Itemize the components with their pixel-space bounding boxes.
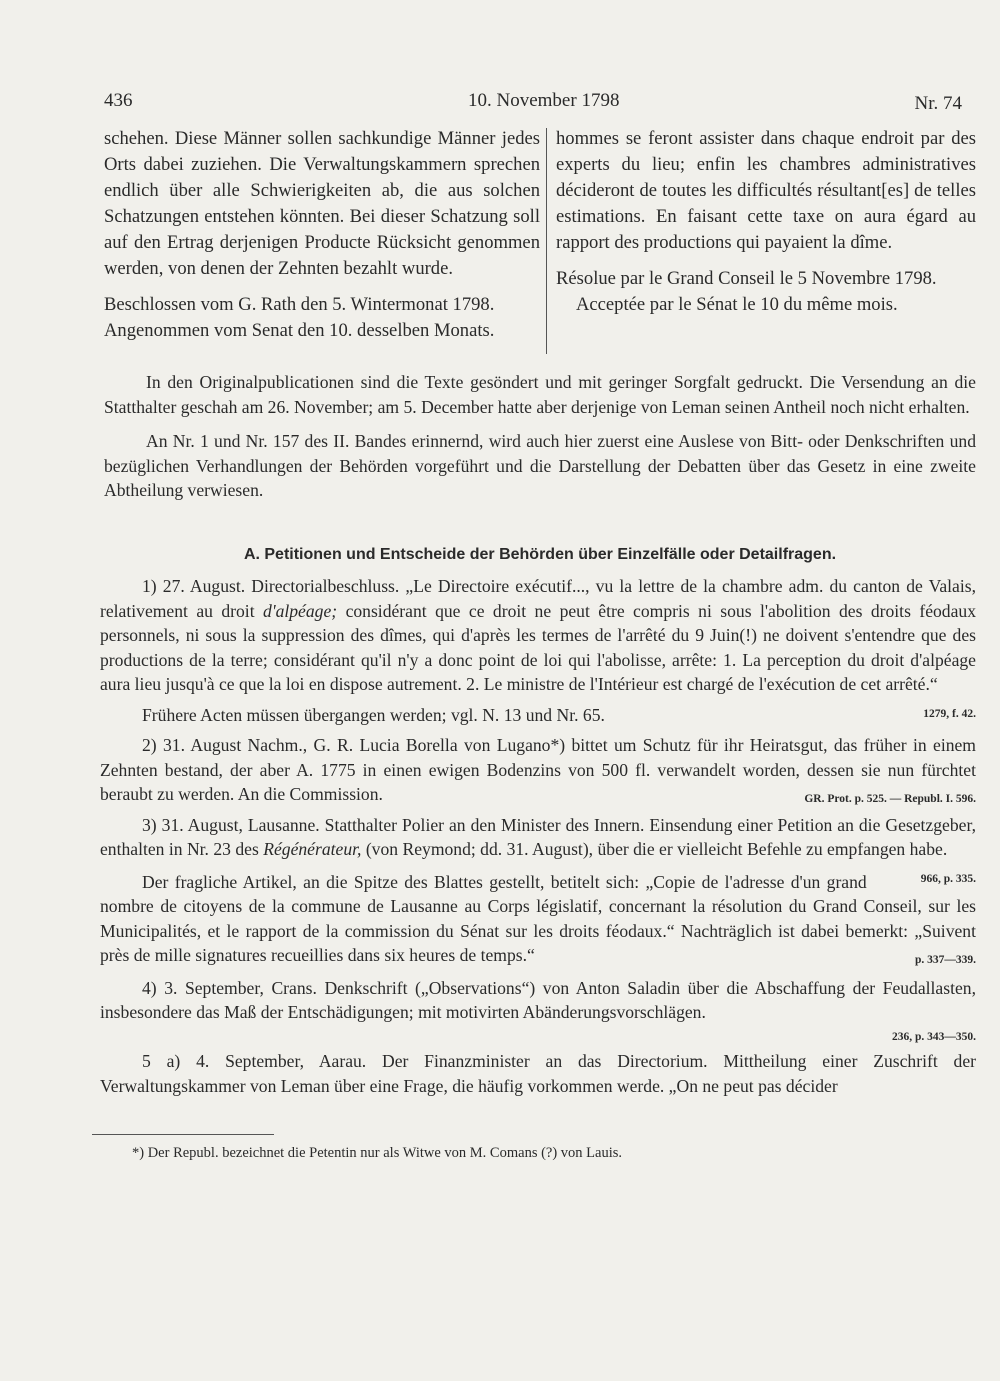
footnote: *) Der Republ. bezeichnet die Petentin nur als Witwe von M. Comans (?) von Lauis. — [132, 1145, 623, 1161]
section-heading: A. Petitionen und Entscheide der Behörden über Einzelfälle oder Detailfragen. — [243, 546, 837, 563]
entry-1-reference: 1279, f. 42. — [923, 707, 976, 720]
entry-1-note: Frühere Acten müssen übergangen werden; vgl. N. 13 und Nr. 65. — [142, 704, 605, 725]
german-enacted-line: Beschlossen vom G. Rath den 5. Wintermonat 1798. — [104, 294, 495, 315]
entry-2: 2) 31. August Nachm., G. R. Lucia Borella von Lugano*) bittet um Schutz für ihr Heiratsgut, das früher in einem Zehnten bestand, der aber A. 1775 in einen ewigen Bodenzins von 500 fl. verwandelt worden, dessen sie nun fürchtet beraubt zu werden. An die Commission. GR. Prot. p. 525. — Republ. I. 596. — [100, 733, 976, 807]
intro-paragraph-1: In den Originalpublicationen sind die Texte gesöndert und mit geringer Sorgfalt gedruckt. Die Versendung an die Statthalter geschah am 26. November; am 5. December hatte aber derjenige von Leman seinen Antheil noch nicht erhalten. — [104, 372, 976, 417]
german-paragraph: schehen. Diese Männer sollen sachkundige Männer jedes Orts dabei zuziehen. Die Verwaltungskammern sprechen endlich über alle Schwierigkeiten ab, die aus solchen Schatzungen entstehen könnten. Bei dieser Schatzung soll auf den Ertrag derjenigen Producte Rücksicht genommen werden, von denen der Zehnten bezahlt wurde. — [104, 128, 540, 279]
french-column — [556, 126, 976, 318]
entry-3: 3) 31. August, Lausanne. Statthalter Polier an den Minister des Innern. Einsendung einer Petition an die Gesetzgeber, enthalten in Nr. 23 des Régénérateur, (von Reymond; dd. 31. August), über die er vielleicht Befehle zu empfangen habe. 966, p. 335. — [100, 813, 976, 862]
french-enacted-line: Résolue par le Grand Conseil le 5 Novembre 1798. — [556, 268, 937, 289]
entry-1: 1) 27. August. Directorialbeschluss. „Le Directoire exécutif..., vu la lettre de la chambre adm. du canton de Valais, relativement au droit d'alpéage; considérant que ce droit ne peut être compris ni sous l'abolition des droits féodaux personnels, ni sous la suppression des dîmes, qui d'après les termes de l'arrêté du 9 Juin(!) ne doivent s'entendre que des productions de la terre; considérant qu'il n'y a donc point de loi qui l'abolisse, arrête: 1. La perception du droit d'alpéage aura lieu jusqu'à ce que la loi en dispose autrement. 2. Le ministre de l'Intérieur est chargé de l'exécution de cet arrêté.“ 1279, f. 42. — [100, 574, 976, 697]
header-number: Nr. 74 — [914, 93, 962, 114]
entry-2-reference: GR. Prot. p. 525. — Republ. I. 596. — [804, 793, 976, 805]
entries-block — [100, 574, 976, 1098]
entry-3-note: Der fragliche Artikel, an die Spitze des Blattes gestellt, betitelt sich: „Copie de l'adresse d'un grand nombre de citoyens de la commune de Lausanne au Corps législatif, concernant la résolution du Grand Conseil, sur les Municipalités, et le rapport de la commission du Sénat sur les droits féodaux.“ Nachträglich ist dabei bemerkt: „Suivent près de mille signatures recueillies dans six heures de temps.“ p. 337—339. — [100, 870, 976, 968]
intro-paragraph-2: An Nr. 1 und Nr. 157 des II. Bandes erinnernd, wird auch hier zuerst eine Auslese von Bitt- oder Denkschriften und bezüglichen Verhandlungen der Behörden vorgeführt und die Darstellung der Debatten über das Gesetz in eine zweite Abtheilung verwiesen. — [104, 431, 976, 500]
page-number: 436 — [104, 90, 133, 111]
entry-4-reference: 236, p. 343—350. — [891, 1030, 976, 1043]
french-accepted-line: Acceptée par le Sénat le 10 du même mois. — [576, 294, 898, 315]
parallel-columns — [104, 126, 976, 358]
column-divider — [546, 128, 547, 354]
german-accepted-line: Angenommen vom Senat den 10. desselben Monats. — [104, 320, 495, 341]
entry-4: 4) 3. September, Crans. Denkschrift („Observations“) von Anton Saladin über die Abschaffung der Feudallasten, insbesondere das Maß der Entschädigungen; mit motivirten Abänderungsvorschlägen. — [100, 977, 976, 1022]
german-column — [104, 126, 540, 344]
running-header — [104, 90, 962, 118]
entry-3-reference: 966, p. 335. — [920, 872, 976, 885]
intro-block — [104, 370, 976, 503]
footnote-rule — [92, 1134, 274, 1135]
header-date: 10. November 1798 — [468, 90, 620, 111]
entry-5a: 5 a) 4. September, Aarau. Der Finanzminister an das Directorium. Mittheilung einer Zuschrift der Verwaltungskammer von Leman über eine Frage, die häufig vorkommen werde. „On ne peut pas décider — [100, 1051, 976, 1096]
french-paragraph: hommes se feront assister dans chaque endroit par des experts du lieu; enfin les chambres administratives décideront de toutes les difficultés résultant[es] de telles estimations. En faisant cette taxe on aura égard au rapport des productions qui payaient la dîme. — [556, 128, 976, 253]
entry-3-note-reference: p. 337—339. — [914, 954, 976, 966]
